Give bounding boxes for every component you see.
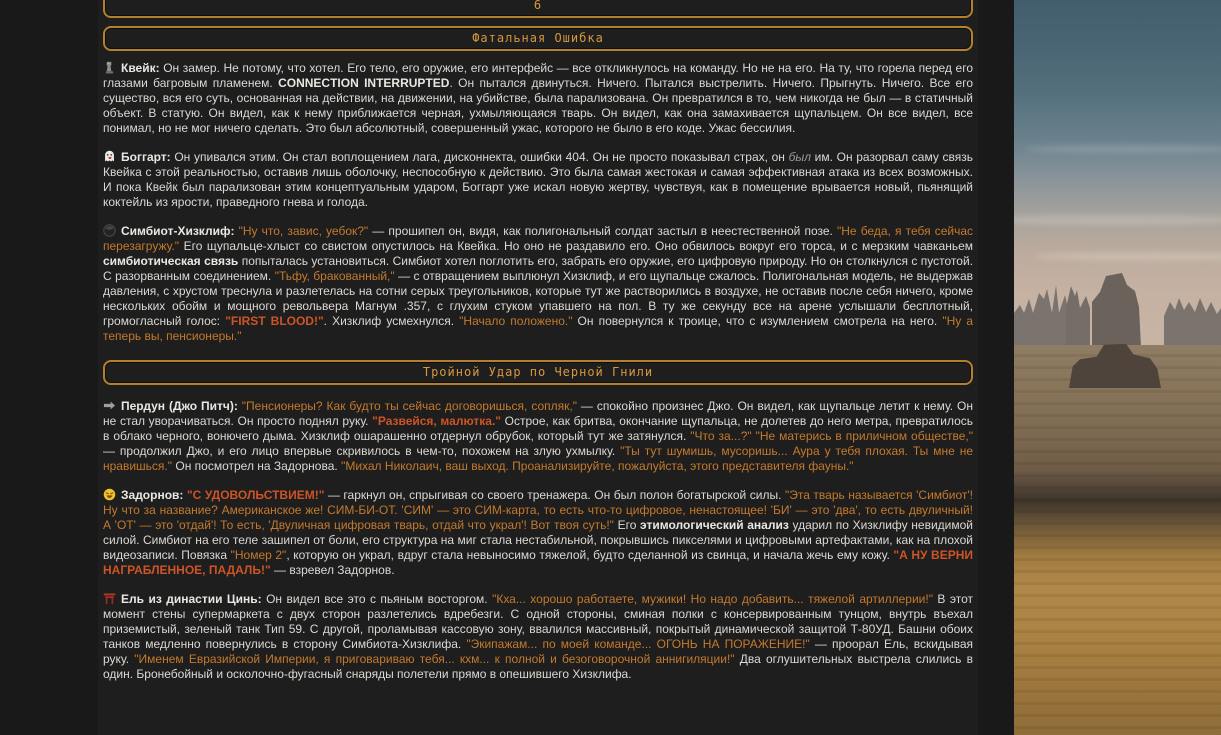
- story-text: "Пенсионеры? Как будто ты сейчас договоришься, сопляк," — спокойно произнес Джо. Он видел, как щупальце летит к нему. Он не стал уворачиваться. Он просто поднял руку. "Развейся, малютка." Острое, как бритва, окончание щупальца, не долетев до него метра, превратилось в облако черного, вонючего дыма. Хизклиф ошарашенно отдернул обрубок, который тут же затянулся. "Что за...?" "Не матерись в приличном обществе," — продолжил Джо, и его лицо впервые скривилось в чем-то, похожем на злую ухмылку. "Ты тут шумишь, мусоришь... Аура у тебя плохая. Ты мне не нравишься." Он посмотрел на Задорнова. "Михал Николаич, ваш выход. Проанализируйте, пожалуйста, этого представителя фауны.": [103, 399, 974, 473]
- story-text: Он упивался этим. Он стал воплощением лага, дисконнекта, ошибки 404. Он не просто показывал страх, он был им. Он разорвал саму связь Квейка с этой реальностью, оставив лишь оболочку, неспособную к действию. Это была самая жестокая и самая эффективная атака из всех возможных. И пока Квейк был парализован этим концептуальным ударом, Боггарт уже искал новую жертву, чувствуя, как в помещение врывается новый, пьянящий коктейль из ярости, праведного гнева и голода.: [103, 150, 973, 209]
- section-header-label: Фатальная Ошибка: [472, 31, 604, 45]
- red-torii-icon: [103, 592, 116, 605]
- story-paragraph-symbiote-heathcliff: [103, 224, 973, 344]
- round-counter-label: 6: [533, 0, 543, 12]
- desert-ground: [1014, 345, 1221, 735]
- story-paragraph-yel-qin: [103, 592, 973, 682]
- section-header-fatal-error[interactable]: [103, 26, 973, 51]
- ghost-icon: [103, 150, 116, 163]
- gray-arrow-icon: [103, 399, 116, 412]
- cloud-streak: [1034, 252, 1221, 261]
- story-paragraph-boggart: [103, 150, 973, 210]
- story-paragraph-joe-pitch: [103, 399, 973, 474]
- statue-icon: [103, 61, 116, 74]
- section-header-triple-strike[interactable]: [103, 360, 973, 385]
- cloud-streak: [1024, 145, 1221, 153]
- story-text: "Ну что, завис, уебок?" — прошипел он, видя, как полигональный солдат застыл в неестественной позе. "Не беда, я тебя сейчас перезагружу." Его щупальце-хлыст со свистом опустилось на Квейка. Но оно не раздавило его. Оно обвилось вокруг его торса, и с мерзким чавканьем симбиотическая связь попыталась установиться. Симбиот хотел поглотить его, забрать его оружие, его цифровую природу. Но он столкнулся с пустотой. С разорванным соединением. "Тьфу, бракованный," — с отвращением выплюнул Хизклиф, и его щупальце сжалось. Полигональная модель, не выдержав давления, с хрустом треснула и разлетелась на сотни серых треугольников, которые тут же растворились в воздухе, не оставив после себя ничего, кроме нескольких обойм и мощного револьвера Магнум .357, с глухим стуком упавшего на пол. В ту же секунду все на арене услышали бесплотный, громогласный голос: "FIRST BLOOD!". Хизклиф усмехнулся. "Начало положено." Он повернулся к троице, что с изумлением смотрела на него. "Ну а теперь вы, пенсионеры.": [103, 224, 974, 343]
- round-counter-box[interactable]: [103, 0, 973, 18]
- character-name: Пердун (Джо Питч):: [121, 399, 238, 413]
- cloud-streak: [1014, 215, 1221, 225]
- story-content: [98, 0, 978, 735]
- dark-sphere-icon: [103, 224, 116, 237]
- story-text: Он видел все это с пьяным восторгом. "Кха... хорошо работаете, мужики! Но надо добавить... тяжелой артиллерии!" В этот момент стены супермаркета с двух сторон разлетелись вдребезги. С одной стороны, сминая полки с консервированным тунцом, внутрь въехал приземистый, зеленый танк Тип 59. С другой, проламывая кассовую зону, ввалился массивный, покрытый динамической защитой Т-80УД. Башни обоих танков медленно повернулись в сторону Симбиота-Хизклифа. "Экипажам... по моей команде... ОГОНЬ НА ПОРАЖЕНИЕ!" — проорал Ель, вскидывая руку. "Именем Евразийской Империи, я приговариваю тебя... кхм... к полной и безоговорочной аннигиляции!" Два оглушительных выстрела слились в один. Бронебойный и осколочно-фугасный снаряды полетели прямо в опешившего Хизклифа.: [103, 592, 973, 681]
- story-text: Он замер. Не потому, что хотел. Его тело, его оружие, его интерфейс — все откликнулось на команду. Но не на его. На ту, что горела перед его глазами багровым пламенем. CONNECTION INTERRUPTED. Он пытался двинуться. Ничего. Пытался выстрелить. Ничего. Прыгнуть. Ничего. Все его существо, вся его суть, основанная на действии, на движении, на убийстве, была парализована. Он превратился в то, чем никогда не был — в статичный объект. В статую. Он видел, как к нему приближается черная, ухмыляющаяся тварь. Он видел, как она замахивается щупальцем. Он все видел, все понимал, но не мог ничего сделать. Это был абсолютный, совершенный ужас, которого не было в его коде. Ужас бессилия.: [103, 61, 973, 135]
- character-name: Задорнов:: [121, 488, 184, 502]
- section-header-label: Тройной Удар по Черной Гнили: [422, 365, 654, 379]
- story-paragraph-quake: [103, 61, 973, 136]
- character-name: Квейк:: [121, 61, 160, 75]
- character-name: Боггарт:: [121, 150, 171, 164]
- story-text: "С УДОВОЛЬСТВИЕМ!" — гаркнул он, спрыгивая со своего тренажера. Он был полон богатырской силы. "Эта тварь называется 'Симбиот'! Ну что за название? Американское же! СИМ-БИ-ОТ. 'СИМ' — это СИМ-карта, то есть что-то цифровое, ненастоящее! 'БИ' — это 'два', то есть двуличный! А 'ОТ' — это 'отдай'! То есть, 'Двуличная цифровая тварь, отдай что украл'! Вот твоя суть!" Его этимологический анализ ударил по Хизклифу невидимой силой. Симбиот на его теле зашипел от боли, его структура на миг стала нестабильной, покрывшись пикселями и цифровыми артефактами, как на плохой видеозаписи. Повязка "Номер 2", которую он украл, вдруг стала невыносимо тяжелой, будто сделанной из свинца, и начала жечь ему кожу. "А НУ ВЕРНИ НАГРАБЛЕННОЕ, ПАДАЛЬ!" — взревел Задорнов.: [103, 488, 974, 577]
- character-name: Ель из династии Цинь:: [121, 592, 262, 606]
- desert-background: [1014, 0, 1221, 735]
- character-name: Симбиот-Хизклиф:: [121, 224, 235, 238]
- laughing-face-icon: [103, 488, 116, 501]
- story-paragraph-zadornov: [103, 488, 973, 578]
